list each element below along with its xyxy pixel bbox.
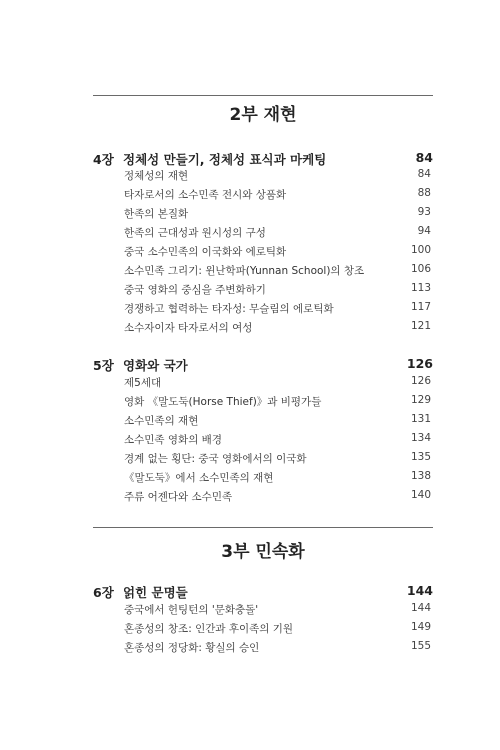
entry-page: 149 (410, 621, 431, 633)
entry-title: 경계 없는 횡단: 중국 영화에서의 이국화 (124, 453, 307, 465)
entry-page: 138 (410, 470, 431, 482)
toc-entry[interactable] (124, 394, 431, 410)
entry-page: 100 (410, 244, 431, 256)
chapter-number: 4장 (93, 152, 114, 167)
chapter-4-heading[interactable] (93, 150, 433, 168)
entry-title: 정체성의 재현 (124, 170, 189, 182)
chapter-page: 126 (406, 356, 433, 371)
chapter-number: 6장 (93, 585, 114, 600)
part-3-rule (93, 527, 433, 528)
entry-page: 135 (410, 451, 431, 463)
entry-title: 소수민족 그리기: 윈난학파(Yunnan School)의 창조 (124, 265, 365, 277)
entry-title: 소수자이자 타자로서의 여성 (124, 322, 253, 334)
entry-page: 134 (410, 432, 431, 444)
entry-page: 155 (410, 640, 431, 652)
entry-title: 혼종성의 창조: 인간과 후이족의 기원 (124, 623, 294, 635)
chapter-title: 얽힌 문명들 (123, 585, 188, 600)
entry-title: 혼종성의 정당화: 황실의 승인 (124, 642, 260, 654)
toc-entry[interactable] (124, 301, 431, 317)
toc-entry[interactable] (124, 489, 431, 505)
part-3-title: 3부 민속화 (221, 542, 305, 562)
toc-entry[interactable] (124, 282, 431, 298)
toc-entry[interactable] (124, 451, 431, 467)
entry-page: 140 (410, 489, 431, 501)
toc-entry[interactable] (124, 602, 431, 618)
entry-title: 주류 어젠다와 소수민족 (124, 491, 233, 503)
toc-entry[interactable] (124, 470, 431, 486)
toc-entry[interactable] (124, 640, 431, 656)
toc-entry[interactable] (124, 206, 431, 222)
entry-page: 117 (410, 301, 431, 313)
entry-title: 중국 소수민족의 이국화와 에로틱화 (124, 246, 287, 258)
toc-entry[interactable] (124, 413, 431, 429)
chapter-6-heading[interactable] (93, 583, 433, 601)
entry-title: 중국 영화의 중심을 주변화하기 (124, 284, 266, 296)
chapter-page: 84 (415, 150, 433, 165)
entry-title: 《말도둑》에서 소수민족의 재현 (124, 472, 274, 484)
entry-title: 영화 《말도둑(Horse Thief)》과 비평가들 (124, 396, 322, 408)
entry-title: 한족의 본질화 (124, 208, 189, 220)
entry-title: 소수민족 영화의 배경 (124, 434, 222, 446)
entry-page: 106 (410, 263, 431, 275)
entry-title: 중국에서 헌팅턴의 '문화충돌' (124, 604, 259, 616)
entry-page: 144 (410, 602, 431, 614)
entry-page: 126 (410, 375, 431, 387)
entry-page: 129 (410, 394, 431, 406)
chapter-page: 144 (406, 583, 433, 598)
entry-page: 93 (417, 206, 431, 218)
toc-entry[interactable] (124, 263, 431, 279)
entry-page: 88 (417, 187, 431, 199)
part-2-rule (93, 95, 433, 96)
chapter-5-heading[interactable] (93, 356, 433, 374)
toc-entry[interactable] (124, 320, 431, 336)
entry-page: 113 (410, 282, 431, 294)
entry-page: 84 (417, 168, 431, 180)
entry-page: 94 (417, 225, 431, 237)
entry-page: 121 (410, 320, 431, 332)
toc-entry[interactable] (124, 432, 431, 448)
chapter-title: 영화와 국가 (123, 358, 188, 373)
chapter-title: 정체성 만들기, 정체성 표식과 마케팅 (123, 152, 327, 167)
entry-title: 타자로서의 소수민족 전시와 상품화 (124, 189, 287, 201)
chapter-number: 5장 (93, 358, 114, 373)
toc-entry[interactable] (124, 621, 431, 637)
entry-page: 131 (410, 413, 431, 425)
part-2-title: 2부 재현 (229, 105, 297, 125)
entry-title: 소수민족의 재현 (124, 415, 199, 427)
entry-title: 경쟁하고 협력하는 타자성: 무슬림의 에로틱화 (124, 303, 334, 315)
toc-entry[interactable] (124, 187, 431, 203)
toc-entry[interactable] (124, 168, 431, 184)
entry-title: 제5세대 (124, 377, 162, 389)
toc-entry[interactable] (124, 375, 431, 391)
toc-entry[interactable] (124, 225, 431, 241)
entry-title: 한족의 근대성과 원시성의 구성 (124, 227, 266, 239)
toc-entry[interactable] (124, 244, 431, 260)
